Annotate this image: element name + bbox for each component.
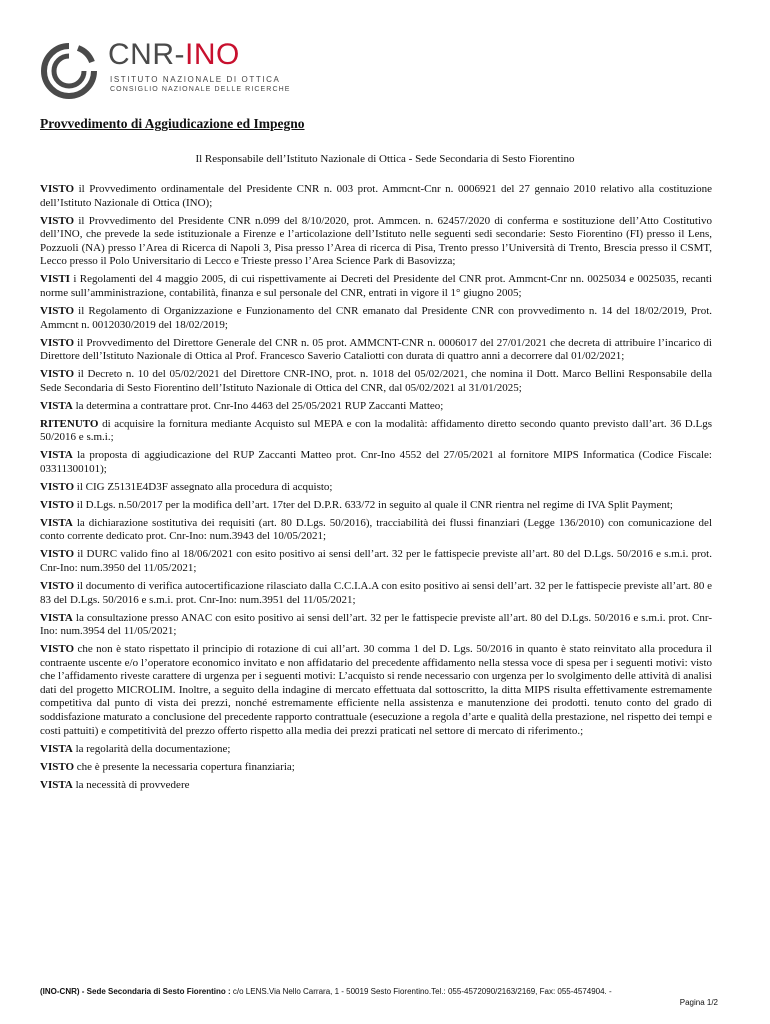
document-subtitle: Il Responsabile dell’Istituto Nazionale di Ottica - Sede Secondaria di Sesto Fiorentino — [195, 153, 575, 165]
paragraph-lead: VISTO — [40, 304, 75, 317]
paragraph-lead: VISTO — [40, 498, 75, 511]
paragraph — [40, 418, 712, 445]
cnr-ino-emblem-icon — [38, 40, 100, 102]
document-body — [40, 183, 712, 797]
paragraph-text: la determina a contrattare prot. Cnr-Ino 4463 del 25/05/2021 RUP Zaccanti Matteo; — [72, 399, 444, 412]
paragraph-text: il Provvedimento ordinamentale del Presidente CNR n. 003 prot. Ammcnt-Cnr n. 0006921 del 27 gennaio 2010 relativo alla costituzione dell’Istituto Nazionale di Ottica (INO); — [40, 183, 712, 209]
paragraph-text: la necessità di provvedere — [72, 778, 190, 791]
footer-org: (INO-CNR) - Sede Secondaria di Sesto Fiorentino : — [40, 987, 231, 996]
logo-institute-name: ISTITUTO NAZIONALE DI OTTICA — [110, 75, 281, 84]
logo-brand — [108, 38, 240, 72]
paragraph-text: il D.Lgs. n.50/2017 per la modifica dell’art. 17ter del D.P.R. 633/72 in seguito al quale il CNR rientra nel regime di IVA Split Payment; — [74, 498, 673, 511]
paragraph — [40, 499, 712, 513]
document-title: Provvedimento di Aggiudicazione ed Impegno — [40, 116, 305, 131]
paragraph-lead: VISTO — [40, 760, 75, 773]
footer-address: c/o LENS.Via Nello Carrara, 1 - 50019 Sesto Fiorentino.Tel.: 055-4572090/2163/2169, Fax: 055-4574904. - — [230, 987, 612, 996]
paragraph — [40, 273, 712, 300]
footer-address-line — [40, 986, 718, 997]
paragraph — [40, 215, 712, 269]
paragraph-text: la regolarità della documentazione; — [72, 742, 231, 755]
paragraph — [40, 183, 712, 210]
paragraph — [40, 643, 712, 738]
page-footer — [40, 986, 718, 1008]
paragraph-lead: VISTO — [40, 336, 75, 349]
paragraph-text: il Decreto n. 10 del 05/02/2021 del Direttore CNR-INO, prot. n. 1018 del 05/02/2021, che nomina il Dott. Marco Bellini Responsabile della Sede Secondaria di Sesto Fiorentino dell’Istituto Nazionale di Ottica del CNR, dal 05/02/2021 al 31/01/2025; — [40, 368, 712, 394]
paragraph-text: il Regolamento di Organizzazione e Funzionamento del CNR emanato dal Presidente CNR con provvedimento n. 14 del 18/02/2019, Prot. Ammcnt n. 0012030/2019 del 18/02/2019; — [40, 304, 712, 331]
paragraph-text: il Provvedimento del Direttore Generale del CNR n. 05 prot. AMMCNT-CNR n. 0006017 del 27/01/2021 che decreta di attribuire l’incarico di Direttore dell’Istituto Nazionale di Ottica al Prof. Francesco Saverio Cataliotti con durata di quattro anni a decorrere dal 01/02/2021; — [40, 336, 712, 363]
paragraph-text: che è presente la necessaria copertura finanziaria; — [74, 760, 295, 773]
paragraph — [40, 779, 712, 793]
paragraph-lead: VISTA — [40, 742, 73, 755]
paragraph-lead: VISTO — [40, 183, 75, 195]
logo-brand-red: INO — [185, 38, 240, 71]
paragraph-lead: VISTO — [40, 214, 75, 227]
paragraph-lead: VISTA — [40, 449, 73, 462]
paragraph-lead: VISTO — [40, 643, 75, 656]
logo-brand-gray: CNR- — [108, 38, 185, 71]
paragraph-text: il CIG Z5131E4D3F assegnato alla procedura di acquisto; — [74, 480, 333, 493]
paragraph-lead: VISTA — [40, 516, 73, 529]
paragraph — [40, 368, 712, 395]
paragraph-lead: VISTA — [40, 778, 73, 791]
paragraph — [40, 612, 712, 639]
paragraph — [40, 761, 712, 775]
paragraph — [40, 743, 712, 757]
paragraph-text: il documento di verifica autocertificazione rilasciato dalla C.C.I.A.A con esito positivo ai sensi dell’art. 32 per le fattispecie previste all’art. 80 e 83 del D.Lgs. 50/2016 e s.m.i. prot. Cnr-Ino: num.3951 del 11/05/2021; — [40, 579, 712, 606]
paragraph — [40, 337, 712, 364]
logo-council-name: CONSIGLIO NAZIONALE DELLE RICERCHE — [110, 86, 291, 93]
page-number: Pagina 1/2 — [679, 998, 718, 1007]
paragraph-text: la dichiarazione sostitutiva dei requisiti (art. 80 D.Lgs. 50/2016), tracciabilità dei flussi finanziari (Legge 136/2010) con comunicazione del conto corrente dedicato prot. Cnr-Ino: num.3943 del 10/05/2021; — [40, 516, 712, 543]
paragraph-lead: VISTA — [40, 611, 73, 624]
paragraph — [40, 481, 712, 495]
paragraph-lead: VISTI — [40, 273, 70, 286]
paragraph-text: di acquisire la fornitura mediante Acquisto sul MEPA e con la modalità: affidamento diretto secondo quanto previsto dall’art. 36 D.Lgs 50/2016 e s.m.i.; — [40, 417, 712, 444]
paragraph-text: il Provvedimento del Presidente CNR n.099 del 8/10/2020, prot. Ammcen. n. 62457/2020 di conferma e sostituzione dell’Atto Costitutivo dell’INO, che prevede la sede istituzionale a Firenze e l’articolazione dell’Istituto nelle seguenti sedi secondarie: Sesto Fiorentino (FI) presso il Lens, Pozzuoli (NA) presso l’Area di Ricerca di Napoli 3, Pisa presso l’Area di ricerca di Pisa, Trento presso l’Università di Trento, Brescia presso il CSMT, Lecco presso il Polo Universitario di Lecco e Trieste presso l’Area Science Park di Basovizza; — [40, 214, 712, 268]
paragraph-lead: RITENUTO — [40, 417, 99, 430]
paragraph-text: il DURC valido fino al 18/06/2021 con esito positivo ai sensi dell’art. 32 per le fattispecie previste all’art. 80 del D.Lgs. 50/2016 e s.m.i. prot. Cnr-Ino: num.3950 del 11/05/2021; — [40, 548, 712, 574]
paragraph-lead: VISTO — [40, 480, 75, 493]
paragraph — [40, 580, 712, 607]
paragraph — [40, 517, 712, 544]
cnr-ino-logo — [38, 40, 338, 104]
paragraph — [40, 548, 712, 575]
paragraph-lead: VISTO — [40, 548, 75, 561]
paragraph-text: che non è stato rispettato il principio di rotazione di cui all’art. 30 comma 1 del D. Lgs. 50/2016 in quanto è stato reinvitato alla procedura il contraente uscente e/o l’operatore economico invitato e non affidatario del precedente affidamento nella stessa voce di spesa per i seguenti motivi: visto che l’affidamento riveste carattere di urgenza per i seguenti motivi: L’acquisto si rende necessario con urgenza per lo svolgimento delle attività di analisi dati del progetto MICROLIM. Inoltre, a seguito della indagine di mercato effettuata dal sottoscritto, la ditta MIPS risulta effettivamente estremamente competitiva dal punto di vista dei prezzi, nonché estremamente efficiente nella assistenza e manutenzione dei prodotti. tenuto conto del grado di soddisfazione maturato a conclusione del precedente rapporto contrattuale (esecuzione a regola d’arte e qualità della prestazione, nel rispetto dei tempi e costi pattuiti) e competitività del prezzo offerto rispetto alla media dei prezzi praticati nel settore di mercato di riferimento.; — [40, 643, 712, 737]
paragraph-text: la consultazione presso ANAC con esito positivo ai sensi dell’art. 32 per le fattispecie previste all’art. 80 del D.Lgs. 50/2016 e s.m.i. prot. Cnr-Ino: num.3954 del 11/05/2021; — [40, 611, 712, 638]
paragraph-lead: VISTO — [40, 368, 75, 381]
paragraph — [40, 305, 712, 332]
paragraph-text: i Regolamenti del 4 maggio 2005, di cui rispettivamente ai Decreti del Presidente del CNR prot. Ammcnt-Cnr nn. 0025034 e 0025035, recanti norme sull’amministrazione, contabilità, finanza e sul personale del CNR, entrati in vigore il 1° giugno 2005; — [40, 273, 712, 299]
paragraph — [40, 449, 712, 476]
paragraph-lead: VISTA — [40, 399, 73, 412]
paragraph-text: la proposta di aggiudicazione del RUP Zaccanti Matteo prot. Cnr-Ino 4552 del 27/05/2021 al fornitore MIPS Informatica (Codice Fiscale: 03311300101); — [40, 449, 712, 475]
paragraph-lead: VISTO — [40, 579, 75, 592]
paragraph — [40, 400, 712, 414]
